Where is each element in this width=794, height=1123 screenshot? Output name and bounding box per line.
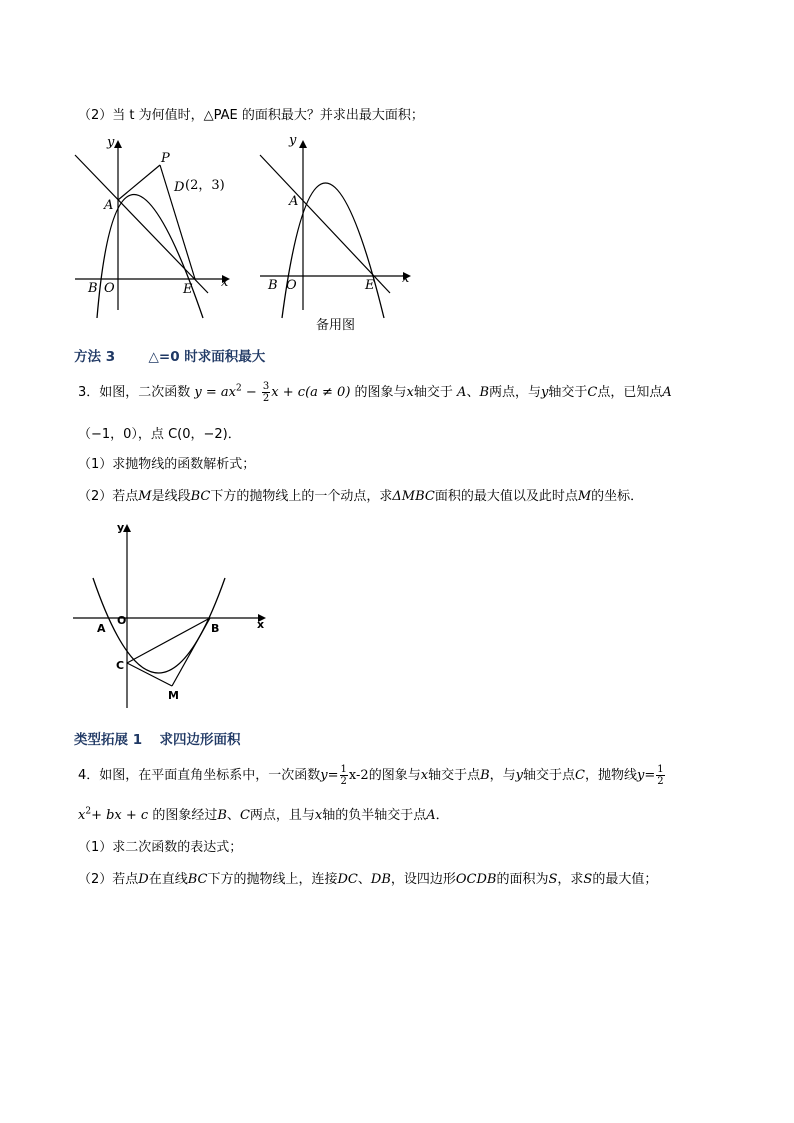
label-a: A bbox=[104, 198, 114, 213]
q4-part-2: （2）若点D在直线BC下方的抛物线上，连接DC、DB，设四边形OCDB的面积为S，求S的最大值； bbox=[78, 872, 658, 887]
q4-line-1: 4．如图，在平面直角坐标系中，一次函数y= $\frac{1}{2}$ x-2的图象与x轴交于点B，与y轴交于点C，抛物线y= $\frac{1}{2}$ bbox=[78, 764, 664, 787]
method-3-heading bbox=[74, 345, 265, 365]
q3-part-1: （1）求抛物线的函数解析式； bbox=[78, 457, 256, 472]
segment-cm bbox=[127, 663, 172, 686]
label-y: y bbox=[289, 133, 297, 148]
extension-1-title: 求四边形面积 bbox=[159, 732, 241, 748]
label-d: D bbox=[174, 180, 185, 195]
figure-3-parabola bbox=[68, 518, 273, 708]
q3-line-1: 3．如图，二次函数 $y = ax^2$ − $\frac{3}{2}$ x + c(a ≠ 0) 的图象与x轴交于 A、B两点，与y轴交于C点，已知点A bbox=[78, 381, 672, 404]
y-axis-arrow bbox=[299, 140, 307, 148]
q4-part-1: （1）求二次函数的表达式； bbox=[78, 840, 243, 855]
label-x: x bbox=[257, 618, 265, 631]
label-e: E bbox=[183, 282, 193, 297]
label-x: x bbox=[221, 275, 229, 290]
line-ae bbox=[260, 155, 390, 293]
label-x: x bbox=[402, 271, 410, 286]
extension-1-label: 类型拓展 1 bbox=[74, 732, 143, 748]
label-e: E bbox=[365, 278, 375, 293]
q4-line-2: $x^2+$ bx + c 的图象经过B、C两点，且与x轴的负半轴交于点A． bbox=[78, 806, 449, 823]
label-p: P bbox=[161, 151, 170, 166]
label-m: M bbox=[168, 689, 179, 702]
line-ae bbox=[75, 155, 208, 293]
figure-1-parabola bbox=[70, 128, 240, 318]
label-o: O bbox=[117, 614, 127, 627]
figure-2-backup bbox=[255, 128, 415, 318]
label-y: y bbox=[117, 521, 125, 534]
segment-ap bbox=[118, 165, 160, 200]
y-axis-arrow bbox=[123, 524, 131, 532]
label-b: B bbox=[88, 281, 98, 296]
figure-2-caption: 备用图 bbox=[316, 318, 356, 333]
label-b: B bbox=[211, 622, 220, 635]
q2-previous-text: （2）当 t 为何值时，△PAE 的面积最大？并求出最大面积； bbox=[78, 108, 424, 123]
method-3-label: 方法 3 bbox=[74, 349, 116, 365]
label-d-coords: (2，3) bbox=[185, 178, 225, 193]
label-a: A bbox=[97, 622, 106, 635]
parabola-curve bbox=[97, 195, 203, 319]
y-axis-arrow bbox=[114, 140, 122, 148]
label-c: C bbox=[116, 659, 125, 672]
method-3-title: △=0 时求面积最大 bbox=[148, 349, 266, 365]
label-a: A bbox=[289, 194, 299, 209]
label-y: y bbox=[107, 135, 115, 150]
label-o: O bbox=[286, 278, 297, 293]
q3-part-2: （2）若点M是线段BC下方的抛物线上的一个动点，求ΔMBC面积的最大值以及此时点M的坐标． bbox=[78, 489, 644, 504]
label-o: O bbox=[104, 281, 115, 296]
extension-1-heading bbox=[74, 728, 241, 748]
q3-line-2: （−1，0），点 C(0，−2)． bbox=[78, 427, 241, 442]
label-b: B bbox=[268, 278, 278, 293]
